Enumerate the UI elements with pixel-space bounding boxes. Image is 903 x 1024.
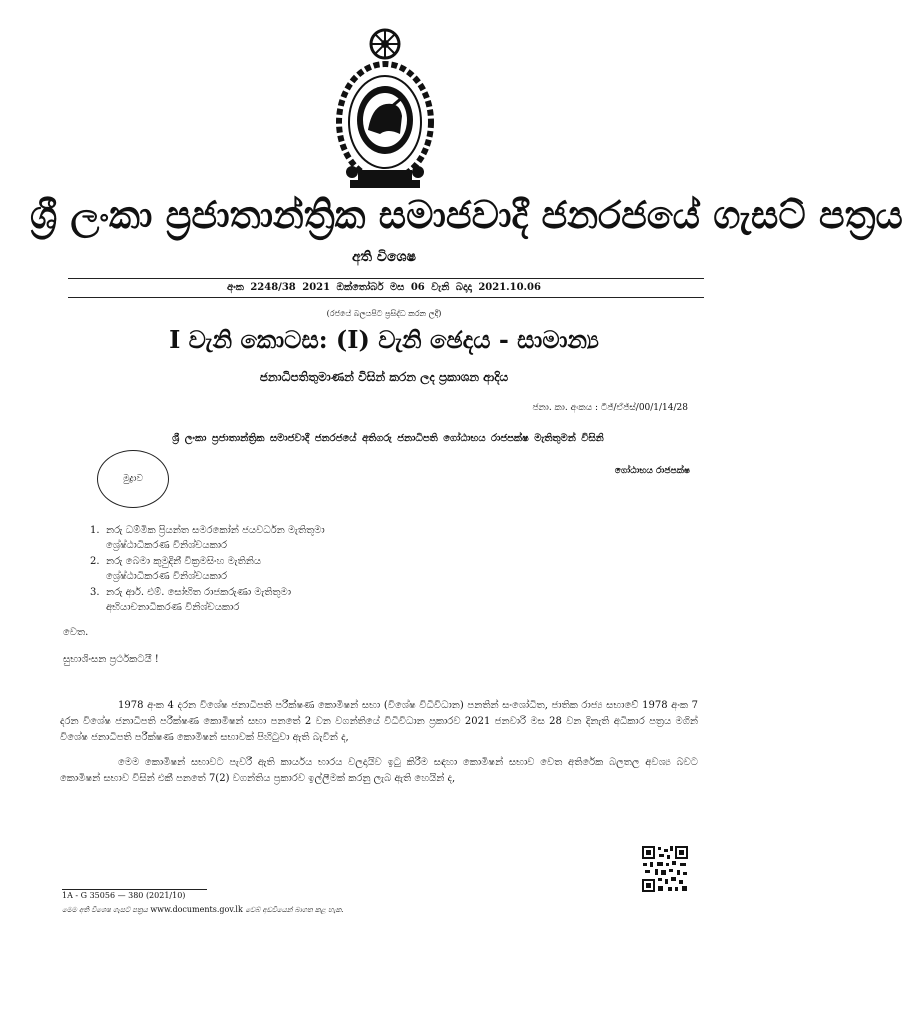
part-title: I වැනි කොටස: (I) වැනි ඡෙදය - සාමාන්‍ය [169, 325, 599, 354]
qr-code-icon [641, 845, 689, 893]
seal-label: මුද්‍රාව [123, 474, 143, 484]
divider [68, 297, 704, 298]
footer-url-link[interactable]: www.documents.gov.lk [150, 905, 243, 914]
addressee-list [86, 523, 486, 616]
print-code: 1A - G 35056 — 380 (2021/10) [62, 891, 186, 900]
list-number: 2. [90, 556, 100, 567]
state-emblem-icon [330, 22, 440, 192]
footer-note-prefix: මෙම අති විශෙෂ ගැසට් පත්‍රය [62, 906, 148, 914]
greeting: සුභාශිංසන ප්‍රර්ථකටයී ! [63, 654, 159, 665]
section-title: ජනාධිපතිතුමාණන් විසින් කරන ලද ප්‍රකාශන ආදිය [259, 370, 509, 384]
gazette-title: ශ්‍රී ලංකා ප්‍රජාතාන්ත්‍රික සමාජවාදී ජනරජයේ ගැසට් පත්‍රය [30, 192, 903, 237]
footer-note [62, 905, 343, 915]
addressee-title: ශ්‍රේෂ්ඨාධිකරණ විනිශ්චයකාර [106, 571, 228, 582]
gazette-subtitle: අති විශෙෂ [352, 249, 416, 265]
addressee-name: නරු බෙමා කුමුදිනී වික්‍රමසිංහ මැතිනිය [106, 556, 262, 567]
to-line: වෙත. [63, 627, 89, 638]
published-by: (රජයේ බලයපිට ප්‍රසිද්ධ කරන ලදී) [326, 309, 442, 318]
paragraph-1: 1978 අංක 4 දරන විශේෂ ජනාධිපති පරීක්ෂණ කොමිෂන් සභා (විශේෂ විධිවිධාන) පනතින් සංශෝධිත, ජාතික රාජ්‍ය සභාවේ 1978 අංක 7 දරන විශේෂ ජනාධිපති පරීක්ෂණ කොමිෂන් සභා පනතේ 2 වන වගන්තියේ විධිවිධාන ප්‍රකාරව 2021 ජනවාරි මස 28 වන දිනැති අධිකාර පත්‍රය මගින් විශේෂ ජනාධිපති පරීක්ෂණ කොමිෂන් සභාවක් පිහිටුවා ඇති බැවින් ද, [60, 700, 698, 743]
reference-number: ජනා. කා. අංකය : ටීජ්/ඒජ්ස්/00/1/14/28 [532, 403, 688, 413]
addressee-title: අභියාචනාධිකරණ විනිශ්චයකාර [106, 602, 240, 613]
list-item [86, 554, 486, 584]
addressee-name: නරු ආර්. එම්. සෝභිත රාජකරුණා මැතිතුමා [106, 587, 292, 598]
list-item [86, 585, 486, 615]
signature: ගෝඨාභය රාජපක්ෂ [614, 466, 690, 476]
footer-divider [62, 889, 207, 890]
proclamation-intro: ශ්‍රී ලංකා ප්‍රජාතාන්ත්‍රික සමාජවාදී ජනරජයේ අතිගරු ජනාධිපති ගෝඨාභය රාජපක්ෂ මැතිතුමන් විසිනි [172, 433, 604, 444]
footer-note-suffix: වෙබ් අඩවියෙන් බාගත කළ හැක. [245, 906, 344, 914]
list-number: 3. [90, 587, 100, 598]
divider [68, 278, 704, 279]
paragraph-2: මෙම කොමිෂන් සභාවට පැවරී ඇති කාර්යය භාරය වලදායිව ඉටු කිරීම සඳහා කොමිෂන් සභාව වෙත අතිරේක බලතල අවශ්‍ය බවට කොමිෂන් සභාව විසින් එකී පනතේ 7(2) වගන්තිය ප්‍රකාරව ඉල්ලීමක් කරනු ලැබ ඇති හෙයින් ද, [60, 757, 698, 784]
list-number: 1. [90, 525, 100, 536]
addressee-name: නරු ධම්මික ප්‍රියන්ත සමරකෝන් ජයවර්ධන මැතිතුමා [106, 525, 325, 536]
addressee-title: ශ්‍රේෂ්ඨාධිකරණ විනිශ්චයකාර [106, 540, 228, 551]
list-item [86, 523, 486, 553]
issue-line: අංක 2248/38 2021 ඔක්තෝබර් මස 06 වැනි බදාදා 2021.10.06 [227, 282, 541, 293]
seal-circle [97, 450, 169, 508]
